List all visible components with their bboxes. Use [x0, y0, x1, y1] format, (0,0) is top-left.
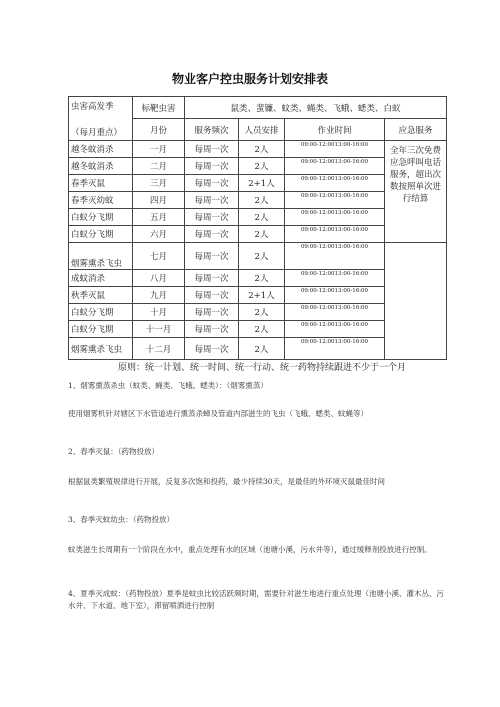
pest-cell: 白蚁分飞期	[69, 209, 133, 226]
section-2-body: 根据鼠类繁殖规律进行开展，反复多次饱和投药，最少持续30天，是最佳的外环境灭鼠最佳时间	[68, 477, 386, 486]
header-staff: 人员安排	[239, 119, 285, 141]
month-cell: 一月	[133, 141, 185, 158]
staff-cell: 2人	[239, 209, 285, 226]
frequency-cell: 每周一次	[185, 209, 239, 226]
emergency-service-cell: 全年三次免费应急呼叫电话服务，超出次数按照单次进行结算	[385, 141, 447, 243]
time-cell: 09:00-12:0013:00-16:00	[285, 243, 385, 270]
frequency-cell: 每周一次	[185, 226, 239, 243]
time-cell: 09:00-12:0013:00-16:00	[285, 226, 385, 243]
time-cell: 09:00-12:0013:00-16:00	[285, 175, 385, 192]
section-3-body: 蚊类滋生长周期有一个阶段在水中，重点处理有水的区域（池塘小溪，污水井等），通过缓释剂投放进行控制。	[68, 545, 432, 554]
month-cell: 七月	[133, 243, 185, 270]
header-emergency: 应急服务	[385, 119, 447, 141]
corner-header-cell	[69, 97, 133, 141]
staff-cell: 2人	[239, 338, 285, 360]
section-2-heading: 2、春季灭鼠：（药物投放）	[68, 447, 160, 456]
month-cell: 十二月	[133, 338, 185, 360]
service-schedule-table	[68, 96, 447, 360]
pest-cell: 白蚁分飞期	[69, 226, 133, 243]
pest-cell: 春季灭鼠	[69, 175, 133, 192]
frequency-cell: 每周一次	[185, 243, 239, 270]
month-cell: 十月	[133, 304, 185, 321]
table-row	[69, 141, 447, 158]
pest-cell: 成蚊消杀	[69, 270, 133, 287]
pest-cell: 烟雾熏杀飞虫	[69, 338, 133, 360]
section-1-body: 使用烟雾机针对辖区下水管道进行熏蒸杀蟑及管道内部滋生的飞虫（飞蛾、蟋类、蚊蝇等）	[68, 409, 368, 418]
section-3-heading: 3、春季灭蚊幼虫：（药物投放）	[68, 515, 175, 524]
month-cell: 六月	[133, 226, 185, 243]
corner-header-top: 虫害高发季	[71, 101, 114, 112]
month-cell: 二月	[133, 158, 185, 175]
time-cell: 09:00-12:0013:00-16:00	[285, 304, 385, 321]
month-cell: 十一月	[133, 321, 185, 338]
time-cell: 09:00-12:0013:00-16:00	[285, 158, 385, 175]
frequency-cell: 每周一次	[185, 141, 239, 158]
principle-line: 原则：统一计划、统一时间、统一行动、统一药物持续跟进不少于一个月	[118, 363, 407, 373]
staff-cell: 2人	[239, 226, 285, 243]
pest-cell: 越冬蚊消杀	[69, 141, 133, 158]
header-time: 作业时间	[285, 119, 385, 141]
frequency-cell: 每周一次	[185, 304, 239, 321]
month-cell: 四月	[133, 192, 185, 209]
frequency-cell: 每周一次	[185, 192, 239, 209]
table-row	[69, 243, 447, 270]
time-cell: 09:00-12:0013:00-16:00	[285, 321, 385, 338]
time-cell: 09:00-12:0013:00-16:00	[285, 141, 385, 158]
emergency-blank-cell	[385, 243, 447, 360]
time-cell: 09:00-12:0013:00-16:00	[285, 270, 385, 287]
pest-cell: 秋季灭鼠	[69, 287, 133, 304]
header-frequency: 服务频次	[185, 119, 239, 141]
header-target-pest: 标靶虫害	[133, 97, 185, 119]
document-title: 物业客户控虫服务计划安排表	[171, 72, 328, 86]
frequency-cell: 每周一次	[185, 321, 239, 338]
header-pest-list: 鼠类、蜚镰、蚊类、蝇类、飞蛾、蟋类、白蚁	[185, 97, 447, 119]
pest-cell: 春季灭幼蚊	[69, 192, 133, 209]
time-cell: 09:00-12:0013:00-16:00	[285, 192, 385, 209]
staff-cell: 2人	[239, 304, 285, 321]
pest-cell: 烟雾熏杀飞虫	[69, 243, 133, 270]
month-cell: 九月	[133, 287, 185, 304]
staff-cell: 2人	[239, 158, 285, 175]
staff-cell: 2人	[239, 243, 285, 270]
section-4-heading: 4、夏季灭成蚊：（药物投放）夏季是蚊虫比较活跃频时期，需要针对滋生地进行重点处理（池塘小溪、灌木丛、污水井、下水道、地下室），滞留喷洒进行控制	[68, 589, 445, 610]
month-cell: 五月	[133, 209, 185, 226]
time-cell: 09:00-12:0013:00-16:00	[285, 209, 385, 226]
header-month: 月份	[133, 119, 185, 141]
staff-cell: 2人	[239, 192, 285, 209]
staff-cell: 2人	[239, 141, 285, 158]
month-cell: 三月	[133, 175, 185, 192]
frequency-cell: 每周一次	[185, 158, 239, 175]
staff-cell: 2人	[239, 270, 285, 287]
time-cell: 09:00-12:0013:00-16:00	[285, 338, 385, 360]
pest-cell: 白蚁分飞期	[69, 304, 133, 321]
staff-cell: 2+1人	[239, 287, 285, 304]
frequency-cell: 每周一次	[185, 175, 239, 192]
section-1-heading: 1、烟雾熏蒸杀虫（蚊类、蝇类、飞蛾、蟋类）：（烟雾熏蒸）	[68, 381, 268, 390]
month-cell: 八月	[133, 270, 185, 287]
frequency-cell: 每周一次	[185, 338, 239, 360]
corner-header-bottom: （每月重点）	[71, 127, 123, 138]
pest-cell: 越冬蚊消杀	[69, 158, 133, 175]
staff-cell: 2人	[239, 321, 285, 338]
frequency-cell: 每周一次	[185, 270, 239, 287]
pest-cell: 白蚁分飞期	[69, 321, 133, 338]
staff-cell: 2+1人	[239, 175, 285, 192]
time-cell: 09:00-12:0013:00-16:00	[285, 287, 385, 304]
frequency-cell: 每周一次	[185, 287, 239, 304]
